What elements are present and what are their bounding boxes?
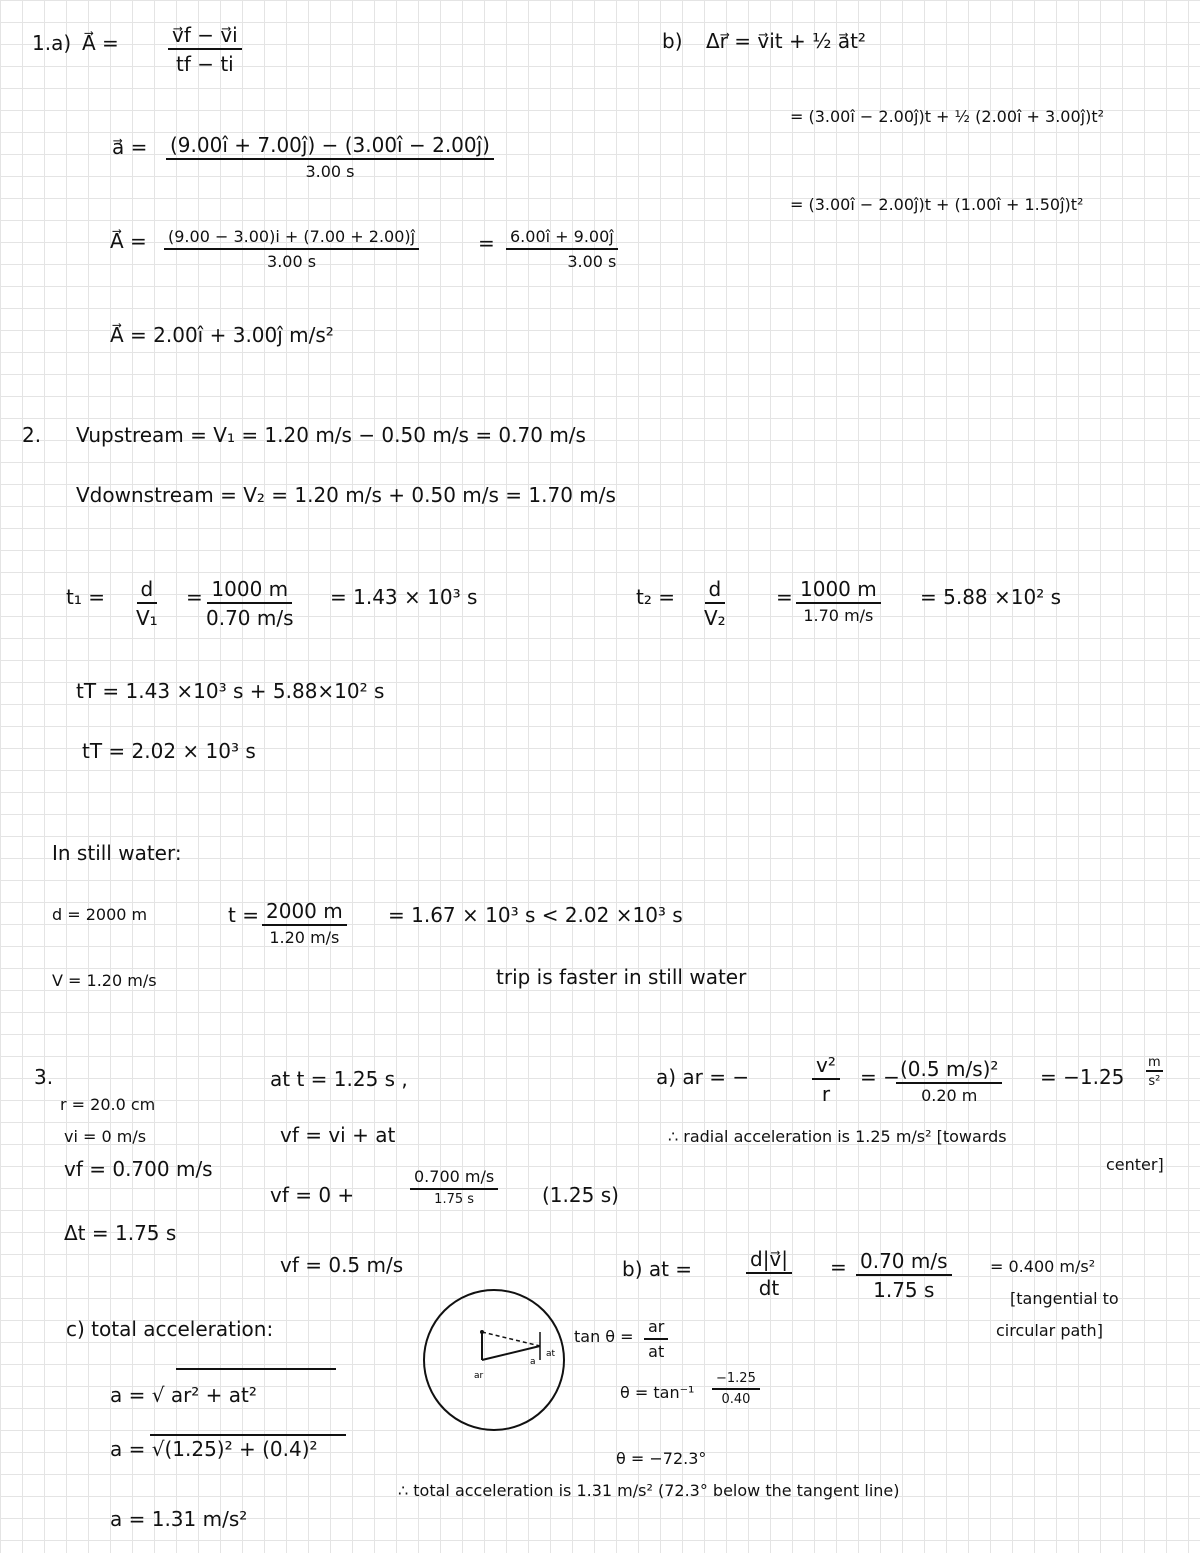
- q3-b-frac2: [856, 1250, 952, 1301]
- q3-c-result: a = 1.31 m/s²: [110, 1507, 248, 1531]
- q2-still-t-num: 2000 m: [262, 900, 347, 926]
- q2-t1-equals: =: [186, 585, 203, 609]
- q3-theta-den: 0.40: [721, 1392, 751, 1408]
- q1-a-eq3-fraction2: [506, 228, 618, 270]
- q2-t2-frac1: [704, 578, 726, 629]
- q2-t2-lhs: t₂ =: [636, 585, 675, 609]
- particle-dot: [480, 1330, 484, 1334]
- q3-label: 3.: [34, 1065, 54, 1089]
- q1-a-result: A⃗ = 2.00î + 3.00ĵ m/s²: [110, 323, 334, 347]
- q3-b-note1: [tangential to: [1010, 1289, 1119, 1308]
- q1-b-eq2: = (3.00î − 2.00ĵ)t + ½ (2.00î + 3.00ĵ)t²: [790, 107, 1105, 126]
- q1-a-label: 1.a): [32, 31, 72, 55]
- q1-a-eq1-lhs: A⃗ =: [82, 31, 119, 55]
- q3-a-result: = −1.25: [1040, 1065, 1125, 1089]
- q2-t1-result: = 1.43 × 10³ s: [330, 585, 478, 609]
- q1-a-eq2-fraction: [166, 134, 494, 181]
- q2-t2-equals: =: [776, 585, 793, 609]
- q3-a-result-unit-num: m: [1146, 1056, 1163, 1072]
- q1-a-eq3-fraction: [164, 228, 419, 270]
- q2-still-t-result: = 1.67 × 10³ s < 2.02 ×10³ s: [388, 903, 683, 927]
- q2-t2-result: = 5.88 ×10² s: [920, 585, 1062, 609]
- q3-a-frac2: [896, 1058, 1002, 1105]
- q2-total-result: tT = 2.02 × 10³ s: [82, 739, 256, 763]
- q3-vf-eq2-den: 1.75 s: [434, 1191, 475, 1207]
- q2-total-sum: tT = 1.43 ×10³ s + 5.88×10² s: [76, 679, 385, 703]
- q2-still-v: V = 1.20 m/s: [52, 971, 157, 990]
- q3-b-num2: 0.70 m/s: [856, 1250, 952, 1276]
- q3-b-note2: circular path]: [996, 1321, 1103, 1340]
- q1-a-eq2-num: (9.00î + 7.00ĵ) − (3.00î − 2.00ĵ): [166, 134, 494, 160]
- circular-path: [424, 1290, 564, 1430]
- q2-t1-frac2: [206, 578, 294, 629]
- q2-still-t-lhs: t =: [228, 903, 259, 927]
- q2-conclusion: trip is faster in still water: [496, 965, 747, 989]
- q1-a-eq3-equals: =: [478, 231, 495, 255]
- q3-tan-frac: [644, 1318, 668, 1360]
- q2-t2-den2: 1.70 m/s: [803, 606, 874, 625]
- q2-still-d: d = 2000 m: [52, 905, 148, 924]
- q1-b-label: b): [662, 29, 683, 53]
- q3-vf-eq2-frac: [410, 1168, 498, 1207]
- q3-a-den1: r: [821, 1082, 831, 1106]
- q3-b-result: = 0.400 m/s²: [990, 1257, 1096, 1276]
- q3-tan-den: at: [648, 1341, 665, 1361]
- q2-t2-num1: d: [705, 578, 726, 604]
- q1-a-eq3-lhs: A⃗ =: [110, 229, 147, 253]
- q1-a-eq1-fraction: [168, 24, 242, 75]
- q3-b-num1: d|v⃗|: [746, 1248, 792, 1274]
- q2-still-t-frac: [262, 900, 347, 947]
- q3-vf-eq2-lhs: vf = 0 +: [270, 1183, 355, 1207]
- q3-a-result-unit: [1146, 1056, 1163, 1090]
- q3-a-result-unit-den: s²: [1148, 1074, 1161, 1090]
- q3-theta-result: θ = −72.3°: [616, 1449, 707, 1468]
- q2-t2-den1: V₂: [704, 606, 726, 630]
- q2-t1-num2: 1000 m: [207, 578, 292, 604]
- diagram-at-label: at: [546, 1349, 556, 1359]
- q3-vf-eq2-num: 0.700 m/s: [410, 1168, 498, 1190]
- q3-a-num2: (0.5 m/s)²: [896, 1058, 1002, 1084]
- q3-c-eq1-radical-bar: [176, 1368, 336, 1370]
- q2-t2-num2: 1000 m: [796, 578, 881, 604]
- q2-t1-lhs: t₁ =: [66, 585, 105, 609]
- q1-a-eq3-num: (9.00 − 3.00)i + (7.00 + 2.00)ĵ: [164, 228, 419, 250]
- q3-theta-lhs: θ = tan⁻¹: [620, 1383, 695, 1402]
- q1-b-eq1: Δr⃗ = v⃗it + ½ a⃗t²: [706, 29, 866, 53]
- q1-a-eq3-num2: 6.00î + 9.00ĵ: [506, 228, 618, 250]
- q3-c-eq2: a = √(1.25)² + (0.4)²: [110, 1437, 318, 1461]
- q2-upstream: Vupstream = V₁ = 1.20 m/s − 0.50 m/s = 0.70 m/s: [76, 423, 586, 447]
- q3-c-eq1: a = √ ar² + at²: [110, 1383, 257, 1407]
- q3-conclusion: ∴ total acceleration is 1.31 m/s² (72.3° below the tangent line): [398, 1481, 900, 1500]
- q3-theta-frac: [712, 1372, 760, 1408]
- q3-a-note1: ∴ radial acceleration is 1.25 m/s² [towards: [668, 1127, 1007, 1146]
- q1-a-eq3-den: 3.00 s: [267, 251, 317, 271]
- q1-a-eq1-num: v⃗f − v⃗i: [168, 24, 242, 50]
- q1-a-eq1-den: tf − ti: [175, 52, 234, 76]
- q1-a-eq2-lhs: a⃗ =: [112, 135, 148, 159]
- q2-still-label: In still water:: [52, 841, 182, 865]
- q2-label: 2.: [22, 423, 42, 447]
- q3-given-dt: Δt = 1.75 s: [64, 1221, 177, 1245]
- q3-vf-eq1: vf = vi + at: [280, 1123, 396, 1147]
- q3-tan-lhs: tan θ =: [574, 1327, 634, 1346]
- q2-t1-den1: V₁: [136, 606, 158, 630]
- q2-t1-frac1: [136, 578, 158, 629]
- q3-a-den2: 0.20 m: [921, 1086, 978, 1105]
- q3-a-mid: = −: [860, 1065, 900, 1089]
- q3-vf-eq2-tail: (1.25 s): [542, 1183, 619, 1207]
- q3-b-frac1: [746, 1248, 792, 1299]
- diagram-ar-label: ar: [474, 1371, 484, 1381]
- q3-a-num1: v²: [812, 1054, 840, 1080]
- q3-given-vf: vf = 0.700 m/s: [64, 1157, 213, 1181]
- circular-motion-diagram: [414, 1284, 574, 1444]
- q3-a-frac1: [812, 1054, 840, 1105]
- tangential-vector: [482, 1332, 540, 1346]
- q1-a-eq2-den: 3.00 s: [305, 162, 355, 181]
- q2-t1-num1: d: [137, 578, 158, 604]
- q2-t2-frac2: [796, 578, 881, 625]
- q3-c-label: c) total acceleration:: [66, 1317, 274, 1341]
- q3-a-note2: center]: [1106, 1155, 1164, 1174]
- q3-a-label: a) ar = −: [656, 1065, 750, 1089]
- q3-at-time: at t = 1.25 s ,: [270, 1067, 408, 1091]
- q3-theta-num: −1.25: [712, 1372, 760, 1390]
- q3-c-eq2-radical-bar: [150, 1434, 346, 1436]
- q2-t1-den2: 0.70 m/s: [206, 606, 294, 630]
- q3-b-label: b) at =: [622, 1257, 693, 1281]
- q3-tan-num: ar: [644, 1318, 668, 1340]
- diagram-a-label: a: [530, 1357, 536, 1367]
- q1-b-eq3: = (3.00î − 2.00ĵ)t + (1.00î + 1.50ĵ)t²: [790, 195, 1084, 214]
- q3-given-vi: vi = 0 m/s: [64, 1127, 147, 1146]
- q2-still-t-den: 1.20 m/s: [269, 928, 340, 947]
- q3-b-den1: dt: [758, 1276, 780, 1300]
- q2-downstream: Vdownstream = V₂ = 1.20 m/s + 0.50 m/s = 1.70 m/s: [76, 483, 616, 507]
- q1-a-eq3-den2: 3.00 s: [567, 251, 617, 271]
- q3-vf-result: vf = 0.5 m/s: [280, 1253, 404, 1277]
- q3-given-r: r = 20.0 cm: [60, 1095, 156, 1114]
- q3-b-den2: 1.75 s: [873, 1278, 935, 1302]
- q3-b-equals: =: [830, 1255, 847, 1279]
